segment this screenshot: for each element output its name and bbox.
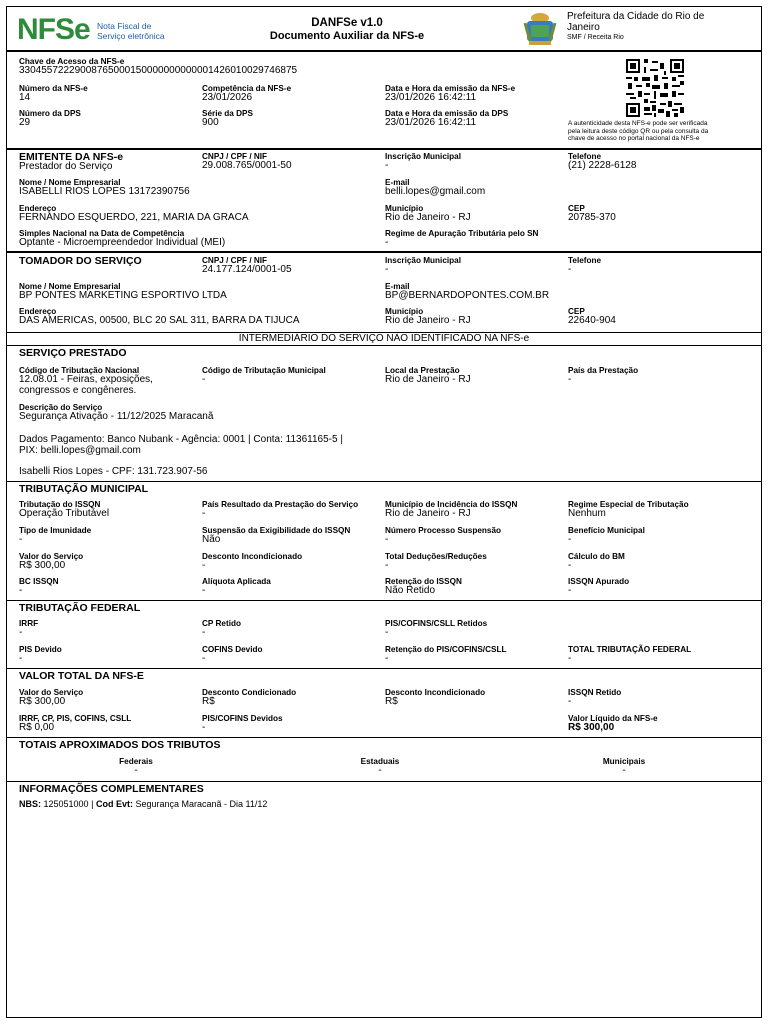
divider xyxy=(7,737,761,738)
regime-esp-value: Nenhum xyxy=(568,508,606,519)
regime-esp-label: Regime Especial de Tributação xyxy=(568,500,689,509)
totais-federais-label: Federais xyxy=(119,757,153,766)
competencia-value: 23/01/2026 xyxy=(202,92,253,103)
emitente-cnpj-value: 29.008.765/0001-50 xyxy=(202,160,292,171)
vt-issqn-ret-label: ISSQN Retido xyxy=(568,688,622,697)
cp-retido-value: - xyxy=(202,627,206,638)
calculo-bm-label: Cálculo do BM xyxy=(568,552,625,561)
cofins-devido-value: - xyxy=(202,653,206,664)
divider xyxy=(7,251,761,253)
issqn-apurado-value: - xyxy=(568,585,572,596)
tomador-im-value: - xyxy=(385,264,389,275)
emitente-mun-value: Rio de Janeiro - RJ xyxy=(385,212,471,223)
vt-pis-cofins-label: PIS/COFINS Devidos xyxy=(202,714,283,723)
tomador-cnpj-value: 24.177.124/0001-05 xyxy=(202,264,292,275)
vt-desc-cond-label: Desconto Condicionado xyxy=(202,688,297,697)
divider xyxy=(7,781,761,782)
mun-inc-value: Rio de Janeiro - RJ xyxy=(385,508,471,519)
trib-issqn-value: Operação Tributável xyxy=(19,508,110,519)
desc-line4: Isabelli Rios Lopes - CPF: 131.723.907-56 xyxy=(19,466,208,477)
valor-total-title: VALOR TOTAL DA NFS-E xyxy=(19,670,144,682)
aliquota-value: - xyxy=(202,585,206,596)
tomador-cep-value: 22640-904 xyxy=(568,315,616,326)
qr-note-1: A autenticidade desta NFS-e pode ser verificada xyxy=(568,120,708,127)
pis-cofins-ret-value: - xyxy=(385,627,389,638)
tomador-tel-label: Telefone xyxy=(568,256,602,265)
suspensao-label: Suspensão da Exigibilidade do ISSQN xyxy=(202,526,351,535)
chave-label: Chave de Acesso da NFS-e xyxy=(19,57,125,66)
competencia-label: Competência da NFS-e xyxy=(202,84,292,93)
nbs-value: 125051000 xyxy=(43,799,89,809)
total-ded-label: Total Deduções/Reduções xyxy=(385,552,487,561)
local-label: Local da Prestação xyxy=(385,366,460,375)
emissao-dps-label: Data e Hora da emissão da DPS xyxy=(385,109,509,118)
cod-evt-label: Cod Evt: xyxy=(95,799,133,809)
num-proc-value: - xyxy=(385,534,389,545)
vt-issqn-ret-value: - xyxy=(568,696,572,707)
prefeitura-name-line2: Janeiro xyxy=(567,22,600,33)
desc-line3: PIX: belli.lopes@gmail.com xyxy=(19,445,141,456)
pais-value: - xyxy=(568,374,572,385)
cp-retido-label: CP Retido xyxy=(202,619,241,628)
emitente-cnpj-label: CNPJ / CPF / NIF xyxy=(202,152,268,161)
numero-dps-label: Número da DPS xyxy=(19,109,81,118)
vt-liquido-label: Valor Líquido da NFS-e xyxy=(568,714,658,723)
emitente-simples-value: Optante - Microempreendedor Individual (MEI) xyxy=(19,237,226,248)
retencao-issqn-label: Retenção do ISSQN xyxy=(385,577,462,586)
tomador-email-label: E-mail xyxy=(385,282,410,291)
totais-estaduais-value: - xyxy=(378,765,382,776)
cod-nac-line1: 12.08.01 - Feiras, exposições, xyxy=(19,374,153,385)
cod-mun-value: - xyxy=(202,374,206,385)
pais-res-value: - xyxy=(202,508,206,519)
beneficio-label: Benefício Municipal xyxy=(568,526,645,535)
emitente-end-label: Endereço xyxy=(19,204,57,213)
total-ded-value: - xyxy=(385,560,389,571)
emitente-email-label: E-mail xyxy=(385,178,410,187)
trib-issqn-label: Tributação do ISSQN xyxy=(19,500,101,509)
tomador-im-label: Inscrição Municipal xyxy=(385,256,461,265)
mun-inc-label: Município de Incidência do ISSQN xyxy=(385,500,518,509)
vt-pis-cofins-value: - xyxy=(202,722,206,733)
intermediario-note: INTERMEDIÁRIO DO SERVIÇO NÃO IDENTIFICADO NA NFS-e xyxy=(238,333,530,344)
valor-servico-label: Valor do Serviço xyxy=(19,552,84,561)
numero-nfse-label: Número da NFS-e xyxy=(19,84,88,93)
num-proc-label: Número Processo Suspensão xyxy=(385,526,502,535)
totais-title: TOTAIS APROXIMADOS DOS TRIBUTOS xyxy=(19,739,221,751)
emitente-tel-value: (21) 2228-6128 xyxy=(568,160,637,171)
cod-mun-label: Código de Tributação Municipal xyxy=(202,366,326,375)
chave-value: 33045572229008765000150000000000001426010029746875 xyxy=(19,65,298,76)
local-value: Rio de Janeiro - RJ xyxy=(385,374,471,385)
qr-note-3: chave de acesso no portal nacional da NFS-e xyxy=(568,135,700,142)
info-separator: | xyxy=(91,799,94,809)
tomador-mun-value: Rio de Janeiro - RJ xyxy=(385,315,471,326)
tomador-email-value: BP@BERNARDOPONTES.COM.BR xyxy=(385,290,550,301)
emissao-nfse-label: Data e Hora da emissão da NFS-e xyxy=(385,84,516,93)
emitente-mun-label: Município xyxy=(385,204,424,213)
pis-devido-value: - xyxy=(19,653,23,664)
divider xyxy=(7,600,761,601)
emitente-simples-label: Simples Nacional na Data de Competência xyxy=(19,229,185,238)
cofins-devido-label: COFINS Devido xyxy=(202,645,263,654)
nbs-label: NBS: xyxy=(19,799,41,809)
nfse-logo-text: NFSe xyxy=(17,13,90,46)
cod-nac-line2: congressos e congêneres. xyxy=(19,385,137,396)
tomador-nome-value: BP PONTES MARKETING ESPORTIVO LTDA xyxy=(19,290,227,301)
vt-desc-incond-label: Desconto Incondicionado xyxy=(385,688,486,697)
numero-dps-value: 29 xyxy=(19,117,31,128)
valor-servico-value: R$ 300,00 xyxy=(19,560,66,571)
vt-desc-cond-value: R$ xyxy=(202,696,215,707)
ret-pis-label: Retenção do PIS/COFINS/CSLL xyxy=(385,645,507,654)
imunidade-label: Tipo de Imunidade xyxy=(19,526,92,535)
vt-irrf-label: IRRF, CP, PIS, COFINS, CSLL xyxy=(19,714,132,723)
tomador-nome-label: Nome / Nome Empresarial xyxy=(19,282,121,291)
emitente-title: EMITENTE DA NFS-e xyxy=(19,151,124,163)
emitente-im-label: Inscrição Municipal xyxy=(385,152,461,161)
calculo-bm-value: - xyxy=(568,560,572,571)
vt-desc-incond-value: R$ xyxy=(385,696,398,707)
info-line xyxy=(19,799,267,809)
total-trib-fed-value: - xyxy=(568,653,572,664)
divider xyxy=(7,345,761,346)
emitente-regime-value: - xyxy=(385,237,389,248)
tomador-tel-value: - xyxy=(568,264,572,275)
pais-res-label: País Resultado da Prestação do Serviço xyxy=(202,500,359,509)
bc-issqn-label: BC ISSQN xyxy=(19,577,59,586)
doc-title: DANFSe v1.0 xyxy=(311,17,383,29)
danfse-document xyxy=(6,6,762,1018)
nfse-logo-sub1: Nota Fiscal de xyxy=(97,21,152,31)
cod-nac-label: Código de Tributação Nacional xyxy=(19,366,140,375)
tomador-end-value: DAS AMERICAS, 00500, BLC 20 SAL 311, BARRA DA TIJUCA xyxy=(19,315,300,326)
emitente-cep-label: CEP xyxy=(568,204,585,213)
cod-evt-value: Segurança Maracanã - Dia 11/12 xyxy=(135,799,268,809)
pis-devido-label: PIS Devido xyxy=(19,645,62,654)
nfse-logo-sub2: Serviço eletrônica xyxy=(97,31,165,41)
prefeitura-name-line1: Prefeitura da Cidade do Rio de xyxy=(567,11,705,22)
emitente-im-value: - xyxy=(385,160,389,171)
divider xyxy=(7,481,761,482)
beneficio-value: - xyxy=(568,534,572,545)
total-trib-fed-label: TOTAL TRIBUTAÇÃO FEDERAL xyxy=(568,645,692,654)
irrf-label: IRRF xyxy=(19,619,39,628)
vt-liquido-value: R$ 300,00 xyxy=(568,722,615,733)
totais-municipais-label: Municipais xyxy=(602,757,646,766)
trib-fed-title: TRIBUTAÇÃO FEDERAL xyxy=(19,602,141,614)
desc-incond-value: - xyxy=(202,560,206,571)
pis-cofins-ret-label: PIS/COFINS/CSLL Retidos xyxy=(385,619,488,628)
desc-line1: Segurança Ativação - 11/12/2025 Maracanã xyxy=(19,411,214,422)
tomador-title: TOMADOR DO SERVIÇO xyxy=(19,255,142,267)
emitente-subtitle: Prestador do Serviço xyxy=(19,161,113,172)
totais-municipais-value: - xyxy=(622,765,626,776)
info-title: INFORMAÇÕES COMPLEMENTARES xyxy=(19,783,204,795)
emitente-cep-value: 20785-370 xyxy=(568,212,616,223)
emissao-nfse-value: 23/01/2026 16:42:11 xyxy=(385,92,477,103)
emitente-end-value: FERNANDO ESQUERDO, 221, MARIA DA GRACA xyxy=(19,212,249,223)
tomador-cnpj-label: CNPJ / CPF / NIF xyxy=(202,256,268,265)
numero-nfse-value: 14 xyxy=(19,92,31,103)
tomador-end-label: Endereço xyxy=(19,307,57,316)
nfse-logo xyxy=(17,13,177,47)
serie-dps-label: Série da DPS xyxy=(202,109,253,118)
desc-incond-label: Desconto Incondicionado xyxy=(202,552,303,561)
qr-code-icon xyxy=(626,59,684,117)
tomador-cep-label: CEP xyxy=(568,307,585,316)
qr-note-2: pela leitura deste código QR ou pela consulta da xyxy=(568,127,709,135)
emitente-nome-value: ISABELLI RIOS LOPES 13172390756 xyxy=(19,186,190,197)
vt-valor-label: Valor do Serviço xyxy=(19,688,84,697)
issqn-apurado-label: ISSQN Apurado xyxy=(568,577,630,586)
emitente-regime-label: Regime de Apuração Tributária pelo SN xyxy=(385,229,539,238)
tomador-mun-label: Município xyxy=(385,307,424,316)
aliquota-label: Alíquota Aplicada xyxy=(202,577,271,586)
pais-label: País da Prestação xyxy=(568,366,639,375)
serie-dps-value: 900 xyxy=(202,117,219,128)
divider xyxy=(7,148,761,150)
emitente-tel-label: Telefone xyxy=(568,152,602,161)
totais-federais-value: - xyxy=(134,765,138,776)
servico-title: SERVIÇO PRESTADO xyxy=(19,347,127,359)
divider xyxy=(7,668,761,669)
divider xyxy=(7,50,761,52)
doc-subtitle: Documento Auxiliar da NFS-e xyxy=(269,30,425,42)
vt-valor-value: R$ 300,00 xyxy=(19,696,66,707)
irrf-value: - xyxy=(19,627,23,638)
city-coat-of-arms-icon xyxy=(521,11,559,47)
totais-estaduais-label: Estaduais xyxy=(360,757,400,766)
desc-label: Descrição do Serviço xyxy=(19,403,103,412)
emitente-nome-label: Nome / Nome Empresarial xyxy=(19,178,121,187)
emissao-dps-value: 23/01/2026 16:42:11 xyxy=(385,117,477,128)
prefeitura-sub: SMF / Receita Rio xyxy=(567,34,624,41)
ret-pis-value: - xyxy=(385,653,389,664)
vt-irrf-value: R$ 0,00 xyxy=(19,722,55,733)
bc-issqn-value: - xyxy=(19,585,23,596)
desc-line2: Dados Pagamento: Banco Nubank - Agência: 0001 | Conta: 11361165-5 | xyxy=(19,434,343,445)
trib-mun-title: TRIBUTAÇÃO MUNICIPAL xyxy=(19,483,149,495)
imunidade-value: - xyxy=(19,534,23,545)
emitente-email-value: belli.lopes@gmail.com xyxy=(385,186,486,197)
retencao-issqn-value: Não Retido xyxy=(385,585,436,596)
suspensao-value: Não xyxy=(202,534,221,545)
